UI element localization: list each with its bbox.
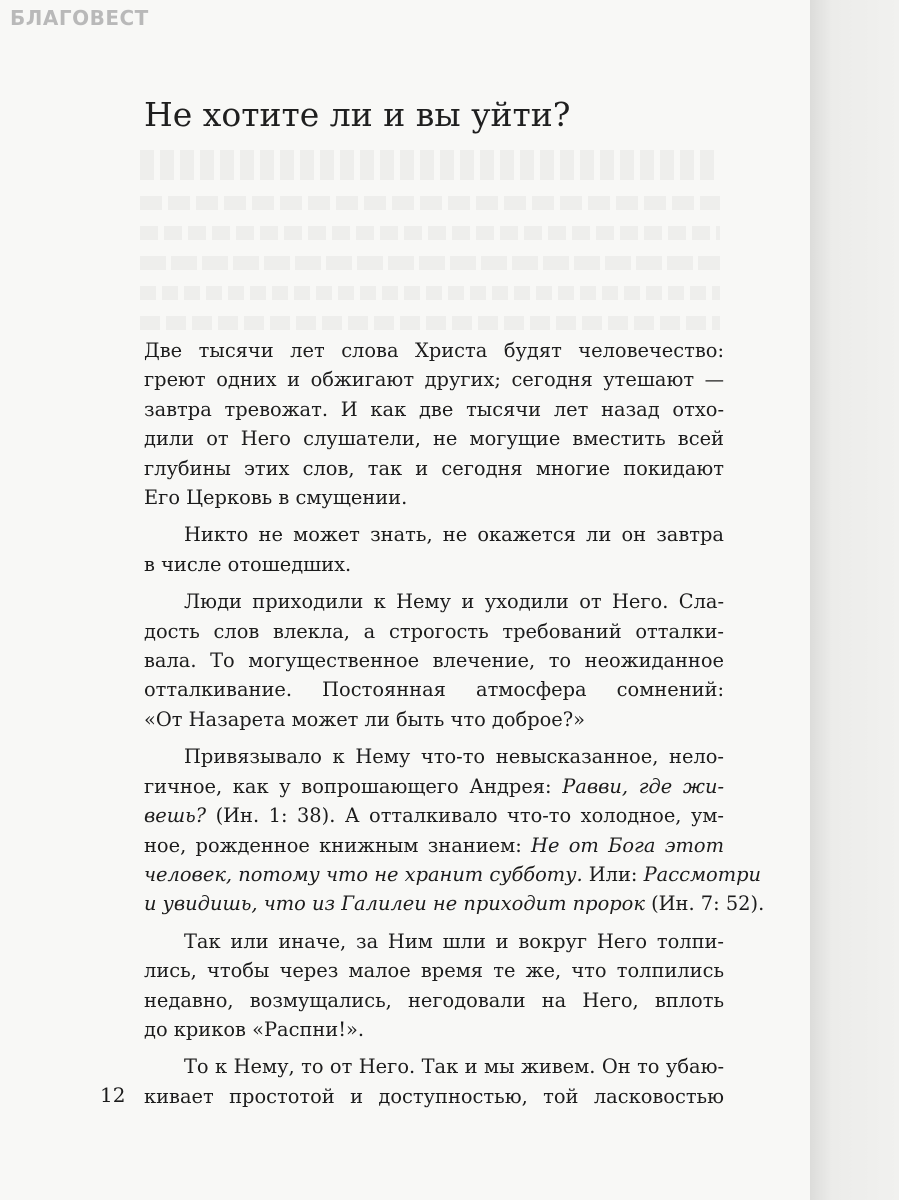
text-line: То к Нему, то от Него. Так и мы живем. Он то убаю- (184, 1055, 724, 1079)
paragraph-5 (144, 927, 724, 1045)
text-line: Две тысячи лет слова Христа будят человечество: (144, 339, 724, 362)
text-line: в числе отошедших. (144, 552, 352, 576)
text-line: Никто не может знать, не окажется ли он завтра (184, 523, 724, 547)
watermark-logo: БЛАГОВЕСТ (10, 6, 149, 30)
paragraph-3 (144, 587, 724, 734)
body-text (144, 336, 765, 1119)
italic-quote: Равви, где жи- (562, 774, 724, 798)
italic-quote: Не от Бога этот (531, 833, 724, 857)
text-line: вала. То могущественное влечение, то неожиданное (144, 649, 724, 673)
text-line: Люди приходили к Нему и уходили от Него. Сла- (184, 590, 724, 614)
text-line: «От Назарета может ли быть что доброе?» (144, 707, 586, 731)
paragraph-4 (144, 742, 765, 918)
text-line: отталкивание. Постоянная атмосфера сомнений: (144, 678, 724, 702)
text-line (144, 772, 724, 801)
text-run: (Ин. 1: 38). А отталкивало что-то холодное, ум- (206, 804, 724, 828)
italic-quote: и увидишь, что из Галилеи не приходит пророк (144, 892, 645, 916)
page-number: 12 (100, 1083, 126, 1107)
text-line: греют одних и обжигают других; сегодня утешают — (144, 368, 724, 392)
text-line: Его Церковь в смущении. (144, 486, 408, 510)
text-line: Так или иначе, за Ним шли и вокруг Него толпи- (184, 929, 724, 953)
bleed-through-texture (140, 140, 720, 330)
text-run: ное, рожденное книжным знанием: (144, 833, 532, 857)
text-line: лись, чтобы через малое время те же, что толпились (144, 959, 724, 983)
text-line: глубины этих слов, так и сегодня многие покидают (144, 456, 724, 480)
text-line: недавно, возмущались, негодовали на Него, вплоть (144, 988, 724, 1012)
paragraph-6 (144, 1052, 724, 1111)
text-run: гичное, как у вопрошающего Андрея: (144, 774, 563, 798)
text-line: до криков «Распни!». (144, 1017, 365, 1041)
chapter-heading: Не хотите ли и вы уйти? (144, 95, 571, 134)
text-line (144, 831, 724, 860)
text-line: кивает простотой и доступностью, той ласковостью (144, 1084, 724, 1108)
text-line (144, 889, 765, 918)
text-run: Или: (582, 862, 644, 886)
next-page-edge (810, 0, 899, 1200)
text-line (144, 801, 724, 830)
text-line: Привязывало к Нему что-то невысказанное, нело- (184, 745, 724, 769)
text-line: дость слов влекла, а строгость требований отталки- (144, 619, 724, 643)
text-run: (Ин. 7: 52). (644, 892, 765, 916)
text-line (144, 860, 761, 889)
italic-quote: вешь? (144, 804, 207, 828)
text-line: дили от Него слушатели, не могущие вместить всей (144, 427, 724, 451)
text-line: завтра тревожат. И как две тысячи лет назад отхо- (144, 397, 724, 421)
italic-quote: человек, потому что не хранит субботу. (144, 862, 583, 886)
italic-quote: Рассмотри (643, 862, 761, 886)
paragraph-2 (144, 520, 724, 579)
paragraph-1 (144, 336, 724, 512)
